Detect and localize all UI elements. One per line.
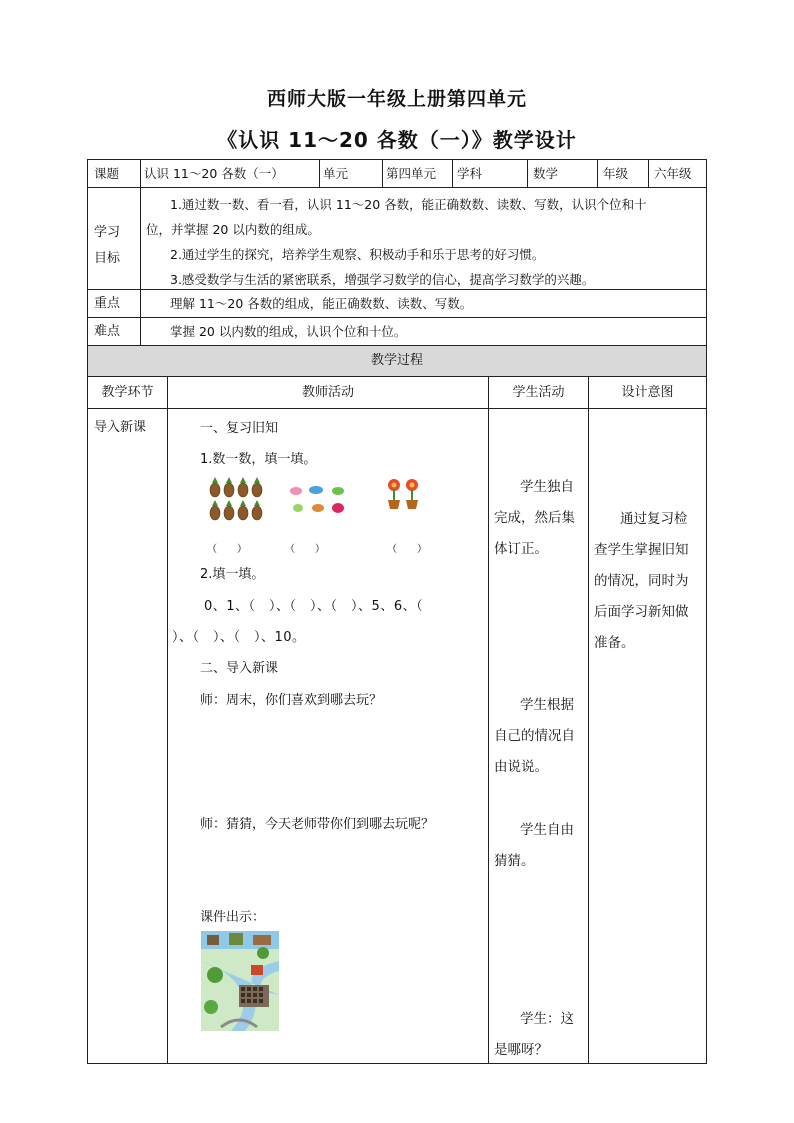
subject-value: 数学: [533, 166, 559, 181]
topic-value: 认识 11～20 各数（一）: [144, 166, 284, 181]
label-key-point: 重点: [94, 296, 121, 311]
label-unit: 单元: [323, 166, 349, 181]
col-stage: 教学环节: [101, 385, 154, 400]
label-grade: 年级: [603, 166, 629, 181]
document-title: 西师大版一年级上册第四单元: [266, 88, 527, 110]
difficulty-text: 掌握 20 以内数的组成，认识个位和十位。: [170, 324, 407, 339]
task-2: 2.填一填。: [200, 567, 265, 582]
sequence-line1: 0、1、（ ）、（ ）、（ ）、5、6、（: [204, 599, 424, 614]
task-1: 1.数一数，填一填。: [200, 452, 317, 467]
student-activity-2-l2: 自己的情况自: [494, 728, 575, 744]
student-activity-1-l2: 完成，然后集: [494, 510, 575, 526]
design-intent-l2: 查学生掌握旧知: [594, 542, 689, 558]
objective-1-line1: 1.通过数一数、看一看，认识 11～20 各数，能正确数数、读数、写数，认识个位和十: [170, 197, 647, 212]
student-activity-1: [494, 472, 586, 565]
student-activity-2-l1: 学生根据: [520, 697, 574, 713]
student-activity-1-l3: 体订正。: [494, 541, 548, 557]
blank-2: （ ）: [285, 544, 325, 555]
question-2: 师：猜猜，今天老师带你们到哪去玩呢？: [200, 817, 435, 832]
design-intent-l1: 通过复习检: [620, 511, 688, 527]
student-activity-4: [494, 1004, 586, 1066]
col-teacher: 教师活动: [301, 385, 354, 400]
objectives-list: [146, 192, 702, 292]
park-map-image: [201, 931, 279, 1031]
pineapple-icon: [206, 476, 272, 522]
label-difficulty: 难点: [94, 324, 121, 339]
blank-1: （ ）: [207, 544, 247, 555]
show-courseware: 课件出示：: [200, 910, 266, 925]
label-objectives-line1: 学习: [94, 225, 121, 240]
design-intent-l4: 后面学习新知做: [594, 604, 689, 620]
student-activity-2-l3: 由说说。: [494, 759, 548, 775]
student-activity-3: [494, 815, 586, 877]
flower-pot-icon: [384, 476, 424, 510]
col-intent: 设计意图: [621, 385, 674, 400]
process-header: 教学过程: [370, 353, 423, 368]
student-activity-3-l2: 猜猜。: [494, 853, 535, 869]
label-objectives: [94, 220, 120, 272]
document-subtitle: 《认识 11～20 各数（一）》教学设计: [217, 128, 577, 152]
unit-value: 第四单元: [386, 166, 437, 181]
objective-2: 2.通过学生的探究，培养学生观察、积极动手和乐于思考的好习惯。: [170, 247, 545, 262]
grade-value: 六年级: [654, 166, 692, 181]
design-intent-l5: 准备。: [594, 635, 635, 651]
label-objectives-line2: 目标: [94, 251, 121, 266]
student-activity-4-l1: 学生：这: [520, 1011, 574, 1027]
student-activity-4-l2: 是哪呀？: [494, 1042, 548, 1058]
question-1: 师：周末，你们喜欢到哪去玩？: [200, 693, 383, 708]
bird-icon: [286, 482, 352, 516]
label-topic: 课题: [94, 166, 120, 181]
objective-3: 3.感受数学与生活的紧密联系，增强学习数学的信心，提高学习数学的兴趣。: [170, 272, 595, 287]
student-activity-1-l1: 学生独自: [520, 479, 574, 495]
student-activity-2: [494, 690, 586, 783]
stage-name: 导入新课: [94, 420, 147, 435]
key-point-text: 理解 11～20 各数的组成，能正确数数、读数、写数。: [170, 296, 473, 311]
col-student: 学生活动: [512, 385, 565, 400]
intro-heading: 二、导入新课: [200, 661, 279, 676]
review-heading: 一、复习旧知: [200, 421, 279, 436]
sequence-line2: ）、（ ）、（ ）、10。: [172, 630, 306, 645]
objective-1-line2: 位，并掌握 20 以内数的组成。: [146, 222, 320, 237]
design-intent: [594, 504, 704, 659]
label-subject: 学科: [457, 166, 483, 181]
design-intent-l3: 的情况，同时为: [594, 573, 689, 589]
blank-3: （ ）: [387, 544, 427, 555]
student-activity-3-l1: 学生自由: [520, 822, 574, 838]
